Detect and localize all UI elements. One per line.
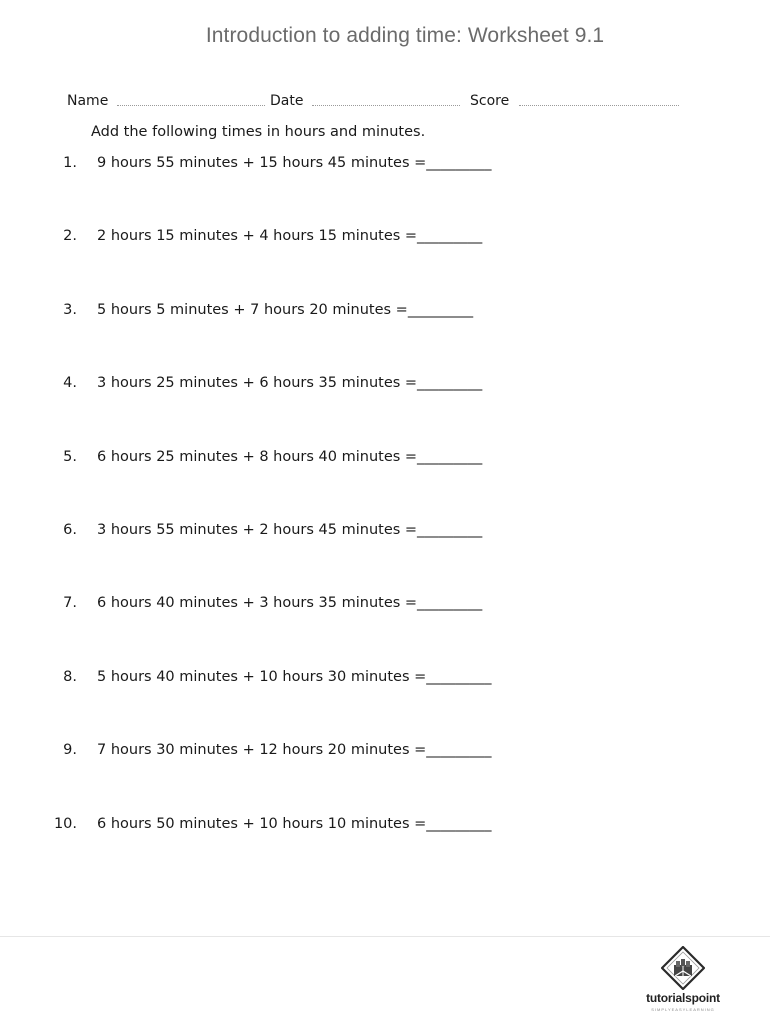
score-label: Score: [470, 93, 510, 109]
question-item: [0, 522, 770, 595]
question-text: 6 hours 25 minutes + 8 hours 40 minutes =_________: [97, 448, 483, 465]
question-number: 4.: [63, 375, 77, 392]
question-item: [0, 375, 770, 448]
question-text: 3 hours 55 minutes + 2 hours 45 minutes =_________: [97, 521, 483, 538]
tutorialspoint-logo: [628, 946, 738, 1016]
question-text: 7 hours 30 minutes + 12 hours 20 minutes =_________: [97, 742, 492, 759]
question-text: 3 hours 25 minutes + 6 hours 35 minutes =_________: [97, 375, 483, 392]
logo-diamond-icon: [661, 946, 705, 990]
question-item: [0, 155, 770, 228]
question-number: 6.: [63, 521, 77, 538]
question-text: 5 hours 5 minutes + 7 hours 20 minutes =_________: [97, 301, 474, 318]
worksheet-title: Introduction to adding time: Worksheet 9.1: [205, 24, 605, 47]
question-text: 9 hours 55 minutes + 15 hours 45 minutes =_________: [97, 155, 492, 171]
question-number: 10.: [53, 815, 77, 832]
question-item: [0, 669, 770, 742]
question-number: 5.: [63, 448, 77, 465]
question-item: [0, 449, 770, 522]
question-item: [0, 595, 770, 668]
logo-tagline: SIMPLYEASYLEARNING: [651, 1007, 715, 1012]
instructions-text: Add the following times in hours and minutes.: [91, 124, 426, 140]
question-number: 9.: [63, 742, 77, 759]
question-item: [0, 742, 770, 815]
name-blank: [117, 105, 265, 106]
logo-wordmark: tutorialspoint: [646, 991, 720, 1005]
question-item: [0, 302, 770, 375]
name-label: Name: [67, 93, 109, 109]
footer-divider: [0, 936, 770, 937]
question-number: 8.: [63, 668, 77, 685]
question-text: 5 hours 40 minutes + 10 hours 30 minutes =_________: [97, 668, 492, 685]
score-blank: [519, 105, 679, 106]
question-text: 6 hours 50 minutes + 10 hours 10 minutes =_________: [97, 815, 492, 832]
question-text: 6 hours 40 minutes + 3 hours 35 minutes =_________: [97, 595, 483, 612]
date-label: Date: [270, 93, 304, 109]
question-number: 3.: [63, 301, 77, 318]
question-number: 2.: [63, 228, 77, 245]
question-number: 1.: [63, 155, 77, 171]
question-text: 2 hours 15 minutes + 4 hours 15 minutes =_________: [97, 228, 483, 245]
question-item: [0, 228, 770, 301]
question-number: 7.: [63, 595, 77, 612]
date-blank: [312, 105, 460, 106]
question-list: [0, 155, 770, 889]
question-item: [0, 816, 770, 889]
